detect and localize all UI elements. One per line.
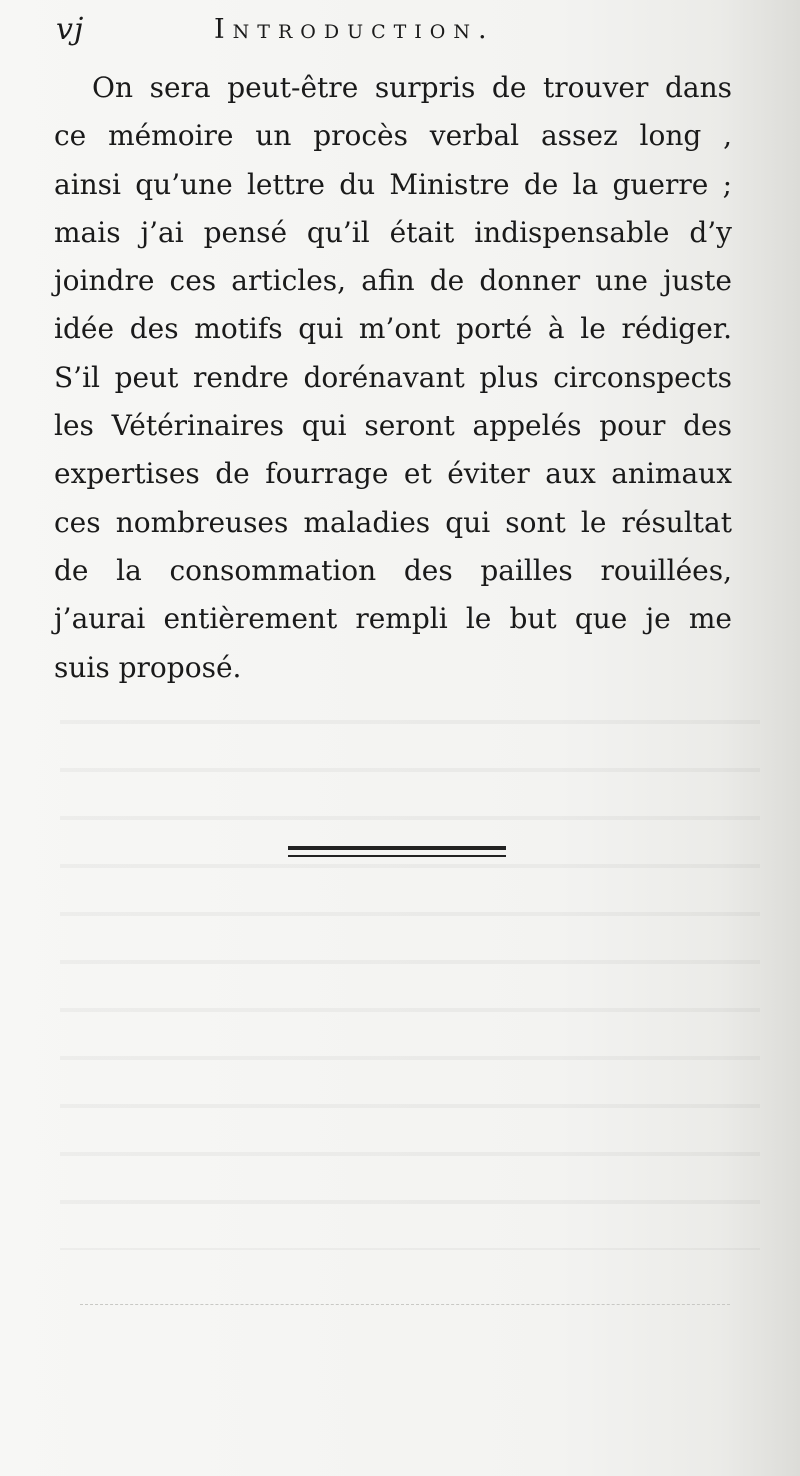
page-number: vj [56, 12, 85, 47]
text-line: On sera peut-être surpris de trouver dans [92, 71, 732, 104]
text-line: joindre ces articles, afin de donner une juste [54, 264, 732, 298]
text-line: j’aurai entièrement rempli le but que je me [54, 602, 732, 636]
section-divider-thin [288, 855, 506, 857]
page-header [56, 12, 746, 56]
text-line: suis proposé. [54, 650, 242, 684]
text-line: mais j’ai pensé qu’il était indispensable d’y [54, 215, 732, 249]
text-line: S’il peut rendre dorénavant plus circonspects [54, 360, 732, 394]
text-line: ainsi qu’une lettre du Ministre de la guerre ; [54, 167, 732, 201]
text-line: ce mémoire un procès verbal assez long , [54, 119, 732, 153]
text-line: ces nombreuses maladies qui sont le résultat [54, 505, 732, 539]
text-line: expertises de fourrage et éviter aux animaux [54, 457, 732, 491]
text-line: de la consommation des pailles rouillées, [54, 553, 732, 587]
text-line: idée des motifs qui m’ont porté à le rédiger. [54, 312, 732, 346]
footer-rule [80, 1304, 730, 1306]
text-line: les Vétérinaires qui seront appelés pour des [54, 409, 732, 443]
body-paragraph [54, 64, 732, 692]
running-head: Introduction. [214, 14, 495, 45]
section-divider-thick [288, 846, 506, 850]
show-through-texture [60, 690, 760, 1250]
